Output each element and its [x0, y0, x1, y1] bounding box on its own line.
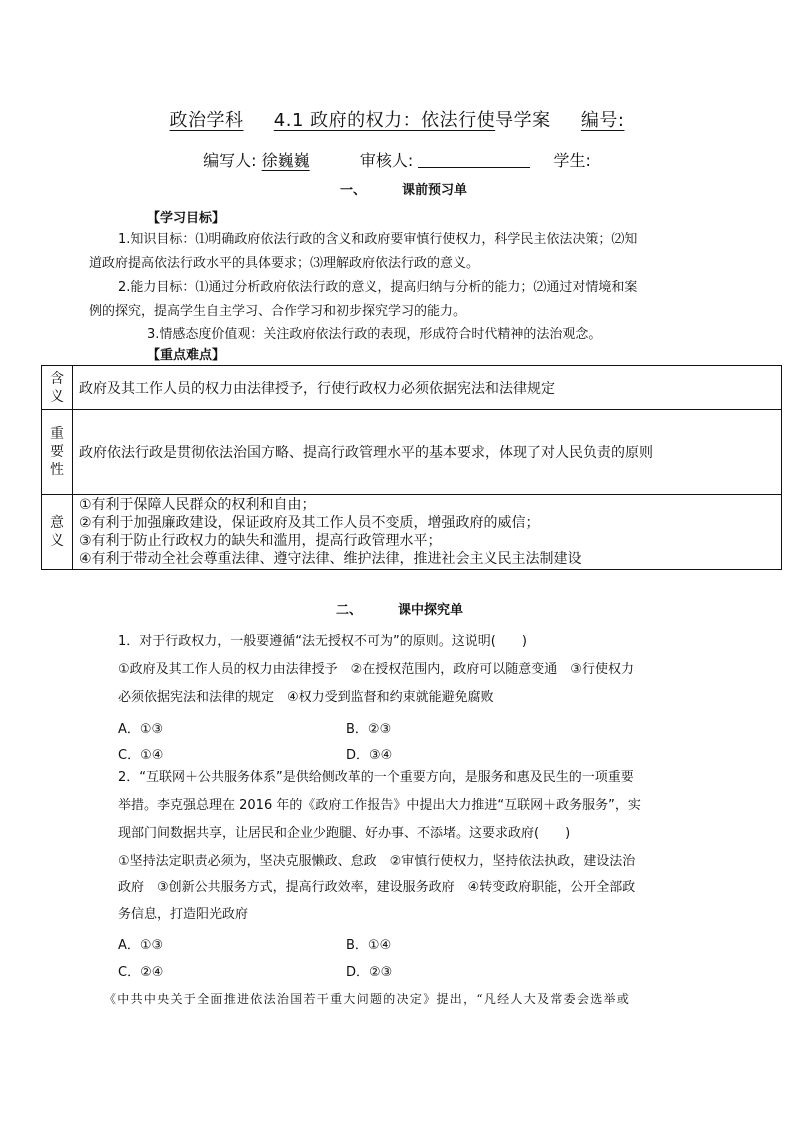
q2-line3: 现部门间数据共享，让居民和企业少跑腿、好办事、不添堵。这要求政府( ): [118, 826, 571, 841]
label-char: 要: [50, 444, 64, 460]
label-char: 重: [50, 426, 64, 442]
row-label: [42, 366, 73, 410]
label-char: 性: [50, 462, 64, 478]
label-char: 含: [50, 370, 64, 387]
q2-line4: ①坚持法定职责必须为，坚决克服懒政、怠政 ②审慎行使权力，坚持依法执政，建设法治: [118, 854, 636, 869]
row-content: [73, 495, 782, 570]
q2-line5: 政府 ③创新公共服务方式，提高行政效率，建设服务政府 ④转变政府职能，公开全部政: [118, 880, 636, 895]
author-label: 编写人:: [203, 151, 257, 170]
q1-option-d[interactable]: D．③④: [346, 748, 393, 763]
keypoints-table: [41, 365, 782, 570]
row-label: [42, 410, 73, 495]
significance-item: ③有利于防止行政权力的缺失和滥用，提高行政管理水平；: [79, 533, 442, 549]
number-label: 编号:: [580, 110, 625, 131]
section-2-heading: [336, 599, 463, 618]
table-row: [42, 495, 782, 570]
goals-heading: 【学习目标】: [147, 211, 226, 226]
section-1-title: 课前预习单: [402, 183, 468, 198]
lesson-suffix: 导学案: [495, 110, 551, 131]
label-char: 义: [50, 533, 64, 549]
q2-line1: 2．“互联网＋公共服务体系”是供给侧改革的一个重要方向，是服务和惠及民生的一项重要: [118, 770, 634, 785]
table-row: [42, 366, 782, 410]
reviewer-blank: [418, 153, 530, 168]
section-1-number: 一、: [340, 183, 367, 198]
continuation-text: 《中共中央关于全面推进依法治国若干重大问题的决定》提出，“凡经人大及常委会选举或: [104, 992, 631, 1006]
row-content: 政府依法行政是贯彻依法治国方略、提高行政管理水平的基本要求，体现了对人民负责的原则: [73, 410, 782, 495]
q2-line2: 举措。李克强总理在 2016 年的《政府工作报告》中提出大力推进“互联网＋政务服务”，实: [118, 798, 641, 813]
keypoints-heading: 【重点难点】: [147, 348, 226, 363]
lesson-title: 4.1 政府的权力：依法行使: [273, 110, 496, 131]
author-line: [0, 148, 794, 171]
student-label: 学生:: [553, 151, 591, 170]
author-name: 徐巍巍: [261, 151, 310, 170]
goal-knowledge: 1.知识目标：⑴明确政府依法行政的含义和政府要审慎行使权力，科学民主依法决策；⑵知道政府提高依法行政水平的具体要求；⑶理解政府依法行政的意义。: [89, 232, 638, 271]
q2-option-d[interactable]: D．②③: [346, 965, 393, 980]
q2-option-a[interactable]: A．①③: [118, 938, 164, 953]
q1-statements-line2: 必须依据宪法和法律的规定 ④权力受到监督和约束就能避免腐败: [118, 690, 494, 705]
section-1-heading: [340, 179, 467, 198]
table-row: [42, 410, 782, 495]
row-label: [42, 495, 73, 570]
section-2-number: 二、: [336, 603, 363, 618]
q2-option-b[interactable]: B．①④: [346, 938, 392, 953]
significance-item: ④有利于带动全社会尊重法律、遵守法律、维护法律，推进社会主义民主法制建设: [79, 551, 582, 567]
q1-stem: 1．对于行政权力，一般要遵循“法无授权不可为”的原则。这说明( ): [118, 634, 527, 649]
q1-option-b[interactable]: B．②③: [346, 722, 392, 737]
goal-ability: 2.能力目标：⑴通过分析政府依法行政的意义，提高归纳与分析的能力；⑵通过对情境和案例的探究，提高学生自主学习、合作学习和初步探究学习的能力。: [89, 280, 638, 319]
document-title: [0, 106, 794, 132]
q2-option-c[interactable]: C．②④: [118, 965, 164, 980]
row-content: 政府及其工作人员的权力由法律授予，行使行政权力必须依据宪法和法律规定: [73, 366, 782, 410]
label-char: 义: [50, 388, 64, 405]
subject-label: 政治学科: [169, 110, 244, 131]
q1-statements-line1: ①政府及其工作人员的权力由法律授予 ②在授权范围内，政府可以随意变通 ③行使权力: [118, 662, 634, 677]
significance-item: ②有利于加强廉政建设，保证政府及其工作人员不变质，增强政府的威信；: [79, 515, 540, 531]
goal-attitude: 3.情感态度价值观：关注政府依法行政的表现，形成符合时代精神的法治观念。: [147, 327, 602, 342]
q1-option-a[interactable]: A．①③: [118, 722, 164, 737]
section-2-title: 课中探究单: [398, 603, 464, 618]
significance-item: ①有利于保障人民群众的权利和自由；: [79, 497, 316, 513]
reviewer-label: 审核人:: [359, 151, 414, 170]
q1-option-c[interactable]: C．①④: [118, 748, 164, 763]
label-char: 意: [50, 515, 64, 531]
q2-line6: 务信息，打造阳光政府: [118, 907, 249, 922]
